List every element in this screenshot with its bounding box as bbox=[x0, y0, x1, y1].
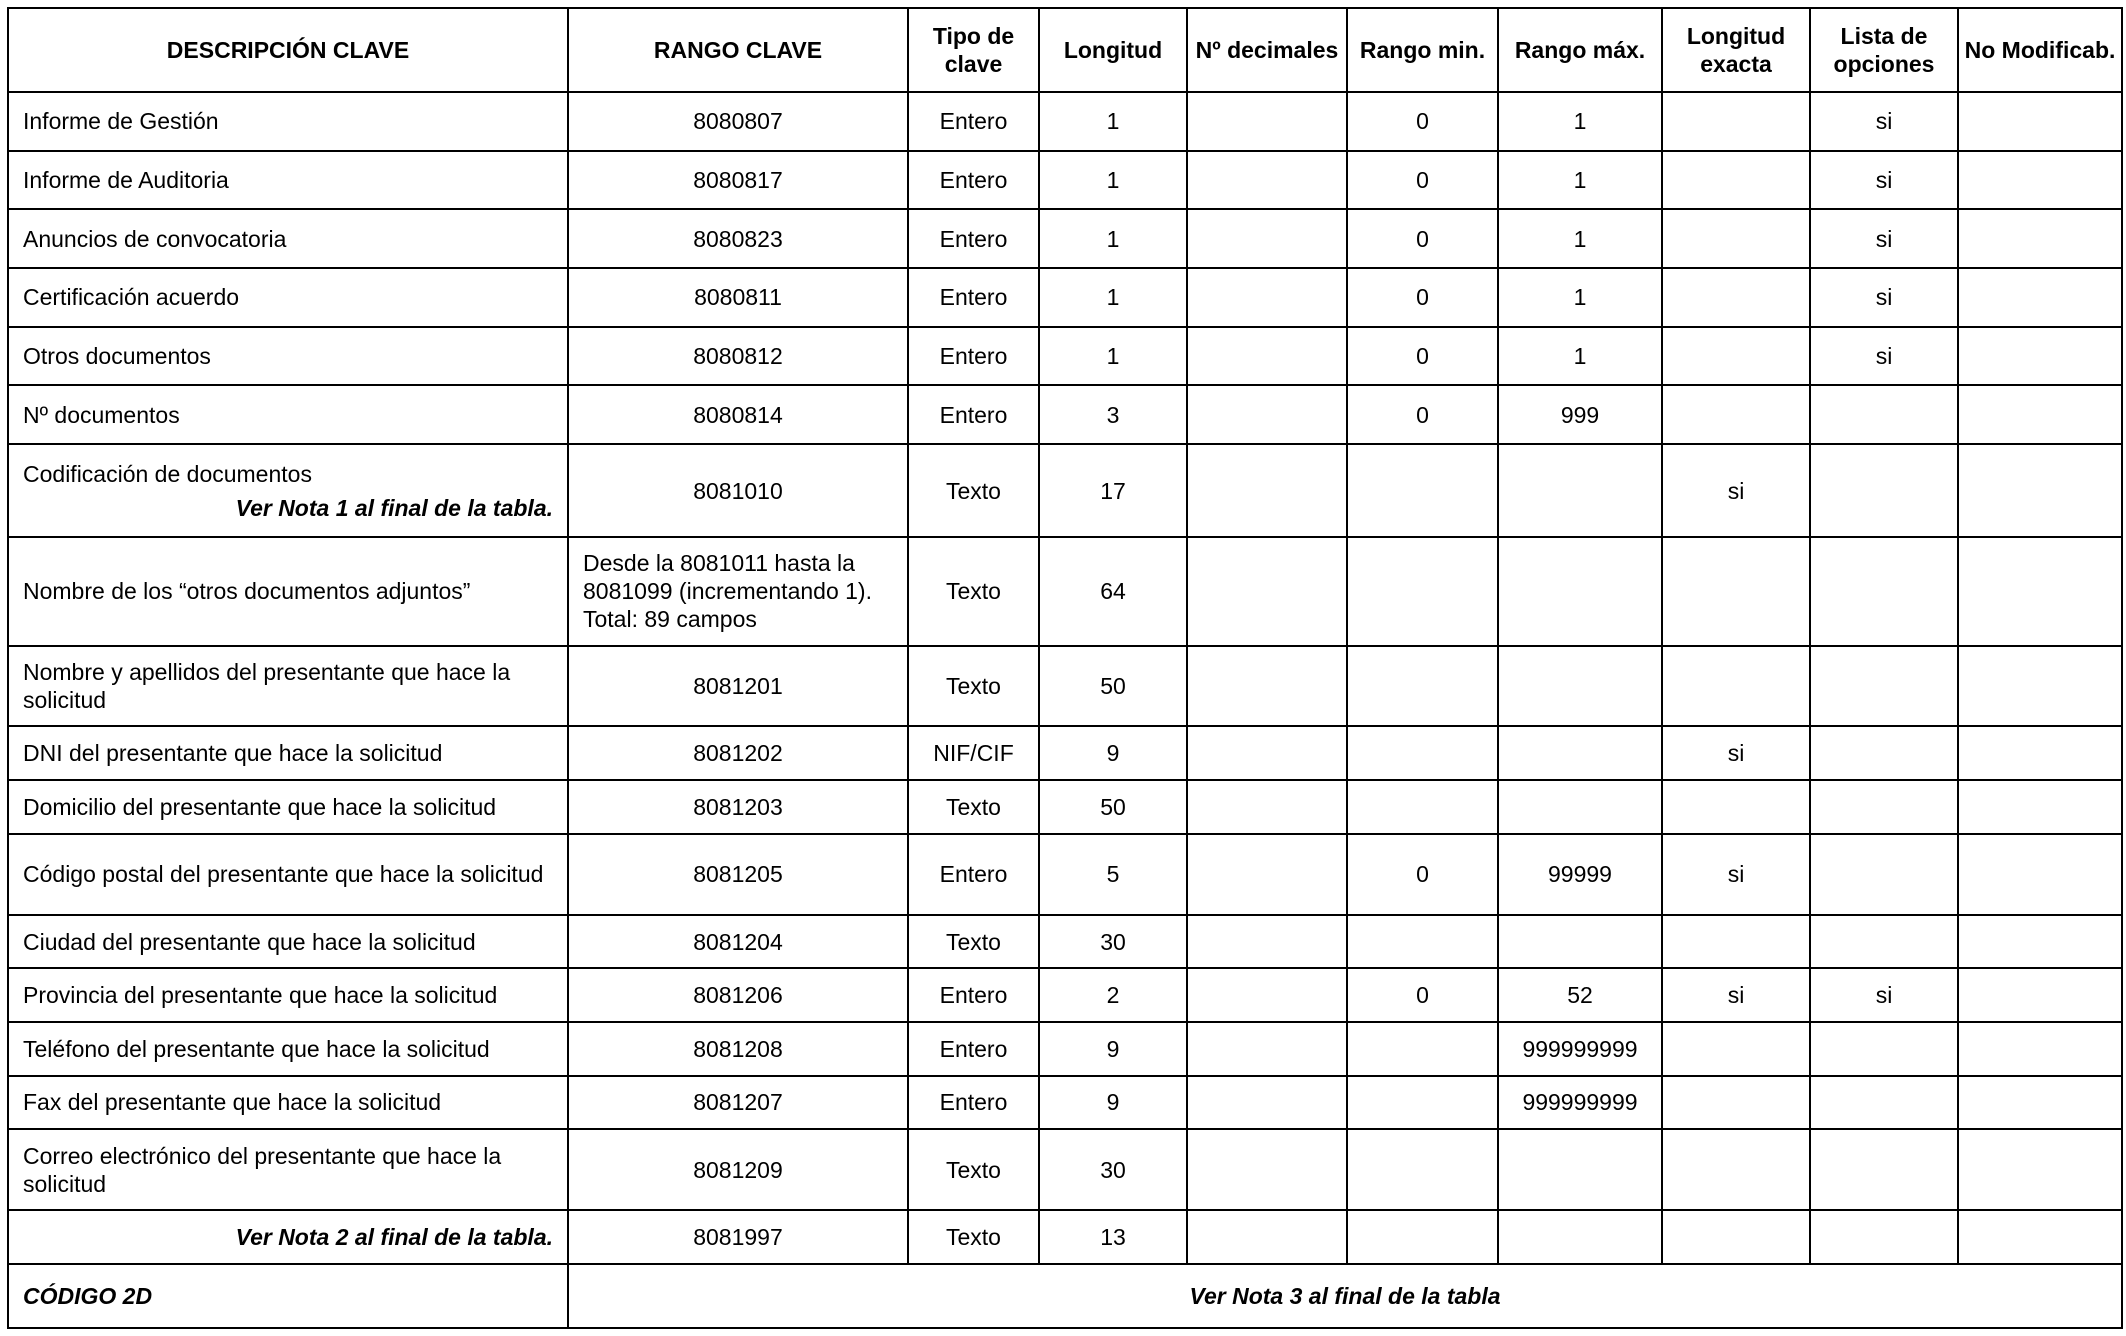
range-cell: 8080812 bbox=[568, 327, 908, 386]
list-cell bbox=[1810, 1076, 1958, 1130]
dec-cell bbox=[1187, 268, 1347, 327]
dec-cell bbox=[1187, 780, 1347, 834]
max-cell bbox=[1498, 646, 1662, 727]
max-cell: 999999999 bbox=[1498, 1022, 1662, 1076]
nomod-cell bbox=[1958, 92, 2122, 151]
type-cell: Entero bbox=[908, 268, 1039, 327]
list-cell bbox=[1810, 726, 1958, 780]
list-cell bbox=[1810, 780, 1958, 834]
range-cell: Desde la 8081011 hasta la 8081099 (incrementando 1). Total: 89 campos bbox=[568, 537, 908, 645]
exact-cell: si bbox=[1662, 968, 1810, 1022]
description-cell bbox=[8, 268, 568, 327]
dec-cell bbox=[1187, 385, 1347, 444]
len-cell: 13 bbox=[1039, 1210, 1187, 1264]
list-cell bbox=[1810, 1129, 1958, 1210]
description-text: DNI del presentante que hace la solicitud bbox=[23, 740, 443, 767]
exact-cell bbox=[1662, 327, 1810, 386]
nomod-cell bbox=[1958, 444, 2122, 537]
description-cell bbox=[8, 209, 568, 268]
nomod-cell bbox=[1958, 968, 2122, 1022]
header-row bbox=[8, 8, 2122, 92]
exact-cell bbox=[1662, 92, 1810, 151]
type-cell: Texto bbox=[908, 1210, 1039, 1264]
exact-cell bbox=[1662, 1129, 1810, 1210]
description-cell bbox=[8, 1129, 568, 1210]
description-text: Ciudad del presentante que hace la solicitud bbox=[23, 928, 476, 955]
max-cell bbox=[1498, 1129, 1662, 1210]
range-cell: 8081203 bbox=[568, 780, 908, 834]
list-cell: si bbox=[1810, 268, 1958, 327]
exact-cell bbox=[1662, 209, 1810, 268]
list-cell bbox=[1810, 537, 1958, 645]
min-cell: 0 bbox=[1347, 385, 1498, 444]
description-text: Codificación de documentos bbox=[23, 460, 312, 487]
dec-cell bbox=[1187, 1210, 1347, 1264]
dec-cell bbox=[1187, 92, 1347, 151]
range-cell: 8081010 bbox=[568, 444, 908, 537]
nomod-cell bbox=[1958, 726, 2122, 780]
description-text: Correo electrónico del presentante que hace la solicitud bbox=[23, 1142, 502, 1197]
table-row bbox=[8, 1210, 2122, 1264]
range-cell: 8081201 bbox=[568, 646, 908, 727]
nomod-cell bbox=[1958, 915, 2122, 969]
type-cell: Entero bbox=[908, 968, 1039, 1022]
description-cell bbox=[8, 444, 568, 537]
range-cell: 8080823 bbox=[568, 209, 908, 268]
exact-cell bbox=[1662, 1210, 1810, 1264]
type-cell: Texto bbox=[908, 915, 1039, 969]
exact-cell bbox=[1662, 646, 1810, 727]
exact-cell bbox=[1662, 1076, 1810, 1130]
exact-cell bbox=[1662, 151, 1810, 210]
max-cell: 1 bbox=[1498, 327, 1662, 386]
len-cell: 9 bbox=[1039, 1076, 1187, 1130]
description-text: Informe de Auditoria bbox=[23, 167, 229, 194]
type-cell: Entero bbox=[908, 834, 1039, 915]
type-cell: Entero bbox=[908, 209, 1039, 268]
description-text: Nº documentos bbox=[23, 401, 180, 428]
len-cell: 1 bbox=[1039, 209, 1187, 268]
min-cell bbox=[1347, 780, 1498, 834]
type-cell: Texto bbox=[908, 537, 1039, 645]
max-cell bbox=[1498, 1210, 1662, 1264]
exact-cell bbox=[1662, 537, 1810, 645]
description-cell bbox=[8, 726, 568, 780]
description-cell bbox=[8, 968, 568, 1022]
description-cell bbox=[8, 834, 568, 915]
description-text: Informe de Gestión bbox=[23, 108, 219, 135]
header-cell: No Modificab. bbox=[1958, 8, 2122, 92]
list-cell bbox=[1810, 915, 1958, 969]
min-cell bbox=[1347, 1210, 1498, 1264]
range-cell: 8081204 bbox=[568, 915, 908, 969]
description-text: Certificación acuerdo bbox=[23, 284, 240, 311]
min-cell bbox=[1347, 444, 1498, 537]
final-row-note: Ver Nota 3 al final de la tabla bbox=[568, 1264, 2122, 1328]
list-cell: si bbox=[1810, 209, 1958, 268]
description-text: Domicilio del presentante que hace la solicitud bbox=[23, 793, 497, 820]
len-cell: 9 bbox=[1039, 1022, 1187, 1076]
list-cell bbox=[1810, 444, 1958, 537]
table-row bbox=[8, 780, 2122, 834]
table-row bbox=[8, 1129, 2122, 1210]
type-cell: NIF/CIF bbox=[908, 726, 1039, 780]
len-cell: 3 bbox=[1039, 385, 1187, 444]
type-cell: Entero bbox=[908, 1076, 1039, 1130]
dec-cell bbox=[1187, 1022, 1347, 1076]
min-cell: 0 bbox=[1347, 209, 1498, 268]
dec-cell bbox=[1187, 327, 1347, 386]
min-cell bbox=[1347, 1129, 1498, 1210]
header-cell: Longitud bbox=[1039, 8, 1187, 92]
final-row-label: CÓDIGO 2D bbox=[8, 1264, 568, 1328]
header-cell: Rango min. bbox=[1347, 8, 1498, 92]
exact-cell bbox=[1662, 268, 1810, 327]
table-row bbox=[8, 268, 2122, 327]
exact-cell: si bbox=[1662, 444, 1810, 537]
type-cell: Texto bbox=[908, 646, 1039, 727]
max-cell bbox=[1498, 444, 1662, 537]
range-cell: 8081202 bbox=[568, 726, 908, 780]
description-text: Nombre y apellidos del presentante que hace la solicitud bbox=[23, 658, 511, 713]
list-cell: si bbox=[1810, 92, 1958, 151]
dec-cell bbox=[1187, 1076, 1347, 1130]
table-row bbox=[8, 385, 2122, 444]
min-cell bbox=[1347, 1022, 1498, 1076]
dec-cell bbox=[1187, 646, 1347, 727]
table-row bbox=[8, 92, 2122, 151]
table-row bbox=[8, 834, 2122, 915]
min-cell bbox=[1347, 915, 1498, 969]
list-cell bbox=[1810, 834, 1958, 915]
table-row bbox=[8, 327, 2122, 386]
dec-cell bbox=[1187, 1129, 1347, 1210]
min-cell: 0 bbox=[1347, 92, 1498, 151]
header-cell: Lista de opciones bbox=[1810, 8, 1958, 92]
range-cell: 8080817 bbox=[568, 151, 908, 210]
min-cell bbox=[1347, 1076, 1498, 1130]
len-cell: 30 bbox=[1039, 915, 1187, 969]
range-cell: 8081209 bbox=[568, 1129, 908, 1210]
max-cell: 1 bbox=[1498, 209, 1662, 268]
range-cell: 8081207 bbox=[568, 1076, 908, 1130]
max-cell bbox=[1498, 726, 1662, 780]
table-row bbox=[8, 968, 2122, 1022]
type-cell: Entero bbox=[908, 385, 1039, 444]
type-cell: Texto bbox=[908, 1129, 1039, 1210]
dec-cell bbox=[1187, 537, 1347, 645]
description-cell bbox=[8, 780, 568, 834]
dec-cell bbox=[1187, 151, 1347, 210]
exact-cell bbox=[1662, 385, 1810, 444]
min-cell: 0 bbox=[1347, 151, 1498, 210]
len-cell: 1 bbox=[1039, 268, 1187, 327]
header-cell: Longitud exacta bbox=[1662, 8, 1810, 92]
max-cell: 1 bbox=[1498, 151, 1662, 210]
exact-cell bbox=[1662, 1022, 1810, 1076]
table-row bbox=[8, 537, 2122, 645]
len-cell: 50 bbox=[1039, 646, 1187, 727]
table-row bbox=[8, 209, 2122, 268]
list-cell bbox=[1810, 1022, 1958, 1076]
description-text: Teléfono del presentante que hace la solicitud bbox=[23, 1035, 490, 1062]
list-cell bbox=[1810, 646, 1958, 727]
max-cell: 52 bbox=[1498, 968, 1662, 1022]
description-cell bbox=[8, 385, 568, 444]
nomod-cell bbox=[1958, 537, 2122, 645]
dec-cell bbox=[1187, 968, 1347, 1022]
table-row bbox=[8, 646, 2122, 727]
nomod-cell bbox=[1958, 780, 2122, 834]
min-cell bbox=[1347, 537, 1498, 645]
max-cell bbox=[1498, 537, 1662, 645]
max-cell bbox=[1498, 780, 1662, 834]
max-cell bbox=[1498, 915, 1662, 969]
nomod-cell bbox=[1958, 1210, 2122, 1264]
range-cell: 8081206 bbox=[568, 968, 908, 1022]
len-cell: 64 bbox=[1039, 537, 1187, 645]
range-cell: 8081205 bbox=[568, 834, 908, 915]
table-body bbox=[8, 92, 2122, 1264]
header-cell: Nº decimales bbox=[1187, 8, 1347, 92]
description-cell bbox=[8, 151, 568, 210]
max-cell: 1 bbox=[1498, 268, 1662, 327]
dec-cell bbox=[1187, 834, 1347, 915]
len-cell: 1 bbox=[1039, 327, 1187, 386]
dec-cell bbox=[1187, 915, 1347, 969]
nomod-cell bbox=[1958, 1076, 2122, 1130]
nomod-cell bbox=[1958, 1022, 2122, 1076]
nomod-cell bbox=[1958, 209, 2122, 268]
exact-cell bbox=[1662, 915, 1810, 969]
table-row bbox=[8, 151, 2122, 210]
header-cell: Tipo de clave bbox=[908, 8, 1039, 92]
type-cell: Entero bbox=[908, 1022, 1039, 1076]
nomod-cell bbox=[1958, 834, 2122, 915]
description-cell bbox=[8, 1022, 568, 1076]
len-cell: 9 bbox=[1039, 726, 1187, 780]
table-row bbox=[8, 444, 2122, 537]
nomod-cell bbox=[1958, 151, 2122, 210]
description-cell bbox=[8, 537, 568, 645]
description-cell bbox=[8, 327, 568, 386]
len-cell: 17 bbox=[1039, 444, 1187, 537]
final-row bbox=[8, 1264, 2122, 1328]
description-cell bbox=[8, 646, 568, 727]
description-text: Anuncios de convocatoria bbox=[23, 225, 287, 252]
list-cell bbox=[1810, 385, 1958, 444]
len-cell: 50 bbox=[1039, 780, 1187, 834]
min-cell bbox=[1347, 646, 1498, 727]
description-cell bbox=[8, 1210, 568, 1264]
nomod-cell bbox=[1958, 1129, 2122, 1210]
header-cell: RANGO CLAVE bbox=[568, 8, 908, 92]
min-cell: 0 bbox=[1347, 327, 1498, 386]
exact-cell bbox=[1662, 780, 1810, 834]
range-cell: 8080807 bbox=[568, 92, 908, 151]
dec-cell bbox=[1187, 726, 1347, 780]
min-cell: 0 bbox=[1347, 268, 1498, 327]
exact-cell: si bbox=[1662, 726, 1810, 780]
description-cell bbox=[8, 92, 568, 151]
description-text: Otros documentos bbox=[23, 343, 211, 370]
description-text: Código postal del presentante que hace la solicitud bbox=[23, 861, 544, 888]
table-row bbox=[8, 1022, 2122, 1076]
min-cell bbox=[1347, 726, 1498, 780]
table-row bbox=[8, 915, 2122, 969]
note-reference: Ver Nota 2 al final de la tabla. bbox=[235, 1224, 553, 1251]
min-cell: 0 bbox=[1347, 968, 1498, 1022]
max-cell: 1 bbox=[1498, 92, 1662, 151]
header-cell: DESCRIPCIÓN CLAVE bbox=[8, 8, 568, 92]
exact-cell: si bbox=[1662, 834, 1810, 915]
range-cell: 8081997 bbox=[568, 1210, 908, 1264]
description-text: Nombre de los “otros documentos adjuntos” bbox=[23, 578, 471, 605]
list-cell bbox=[1810, 1210, 1958, 1264]
dec-cell bbox=[1187, 209, 1347, 268]
len-cell: 2 bbox=[1039, 968, 1187, 1022]
description-cell bbox=[8, 915, 568, 969]
header-cell: Rango máx. bbox=[1498, 8, 1662, 92]
len-cell: 5 bbox=[1039, 834, 1187, 915]
max-cell: 999999999 bbox=[1498, 1076, 1662, 1130]
table-row bbox=[8, 726, 2122, 780]
nomod-cell bbox=[1958, 385, 2122, 444]
keys-table bbox=[7, 7, 2123, 1329]
type-cell: Texto bbox=[908, 444, 1039, 537]
description-text: Provincia del presentante que hace la solicitud bbox=[23, 982, 498, 1009]
type-cell: Entero bbox=[908, 92, 1039, 151]
len-cell: 1 bbox=[1039, 92, 1187, 151]
range-cell: 8080814 bbox=[568, 385, 908, 444]
range-cell: 8080811 bbox=[568, 268, 908, 327]
description-cell bbox=[8, 1076, 568, 1130]
len-cell: 30 bbox=[1039, 1129, 1187, 1210]
max-cell: 999 bbox=[1498, 385, 1662, 444]
type-cell: Entero bbox=[908, 327, 1039, 386]
len-cell: 1 bbox=[1039, 151, 1187, 210]
list-cell: si bbox=[1810, 327, 1958, 386]
description-text: Fax del presentante que hace la solicitud bbox=[23, 1089, 442, 1116]
dec-cell bbox=[1187, 444, 1347, 537]
note-reference: Ver Nota 1 al final de la tabla. bbox=[235, 494, 553, 521]
nomod-cell bbox=[1958, 268, 2122, 327]
nomod-cell bbox=[1958, 327, 2122, 386]
nomod-cell bbox=[1958, 646, 2122, 727]
list-cell: si bbox=[1810, 968, 1958, 1022]
list-cell: si bbox=[1810, 151, 1958, 210]
type-cell: Texto bbox=[908, 780, 1039, 834]
type-cell: Entero bbox=[908, 151, 1039, 210]
max-cell: 99999 bbox=[1498, 834, 1662, 915]
min-cell: 0 bbox=[1347, 834, 1498, 915]
range-cell: 8081208 bbox=[568, 1022, 908, 1076]
table-row bbox=[8, 1076, 2122, 1130]
